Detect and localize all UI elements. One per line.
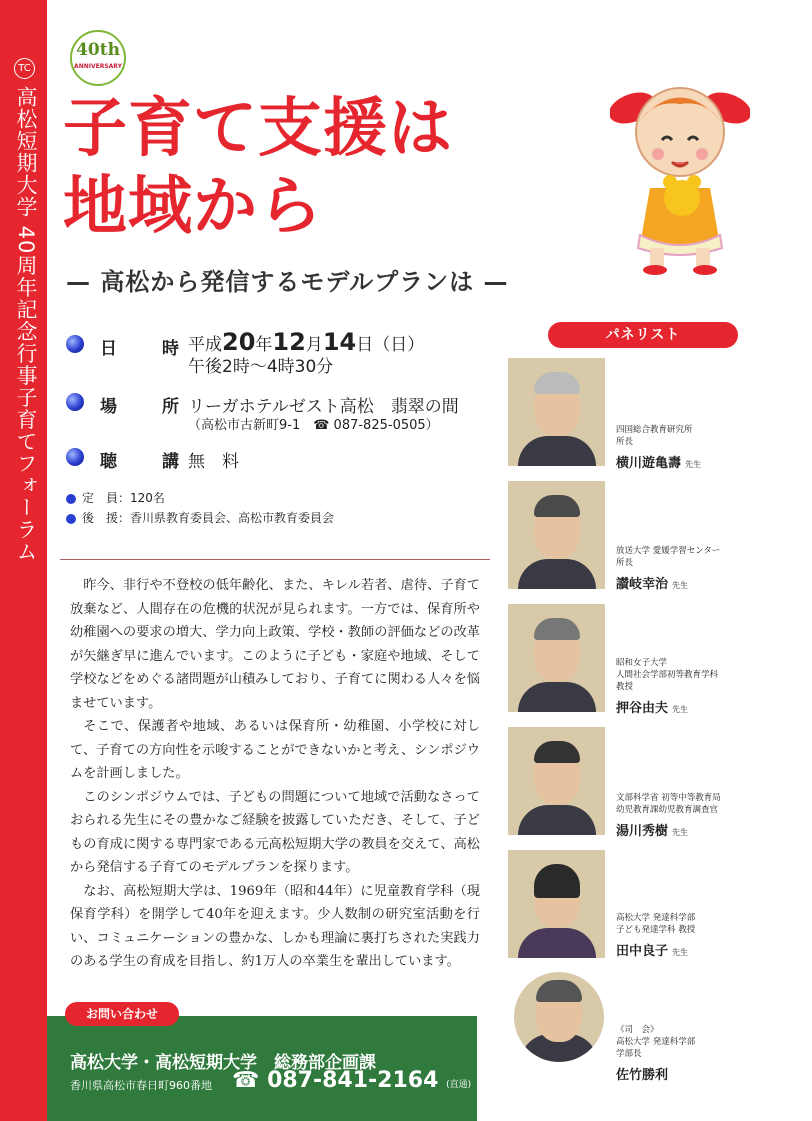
mascot-girl-illustration bbox=[610, 70, 750, 275]
panelist-photo bbox=[508, 604, 605, 712]
anniversary-badge bbox=[70, 30, 126, 86]
support-row: 後 援：香川県教育委員会、高松市教育委員会 bbox=[66, 509, 334, 526]
paragraph: このシンポジウムでは、子どもの問題について地域で活動なさっておられる先生にその豊かなご経験を披露していただき、そして、子どもの育成に関する専門家である元高松短期大学の教員を交えて、高松から発信する子育てのモデルプランを探ります。 bbox=[70, 789, 480, 875]
place-label: 場 所 bbox=[100, 397, 193, 417]
anniversary-number: 40th bbox=[76, 40, 120, 60]
blue-sphere-icon bbox=[66, 393, 84, 411]
place-value: リーガホテルゼスト高松 翡翠の間 bbox=[188, 397, 459, 417]
title-line-1: 子育て支援は bbox=[63, 92, 453, 166]
date-month: 12 bbox=[272, 328, 306, 356]
contact-organization: 高松大学・高松短期大学 総務部企画課 bbox=[70, 1053, 376, 1073]
fee-label: 聴 講 bbox=[100, 452, 193, 472]
date-label: 日 時 bbox=[100, 339, 193, 359]
panelist-affiliation: 昭和女子大学 人間社会学部初等教育学科 教授 bbox=[616, 658, 719, 692]
panelist-affiliation: 文部科学省 初等中等教育局 幼児教育課幼児教育調査官 bbox=[616, 793, 721, 815]
paragraph: そこで、保護者や地域、あるいは保育所・幼稚園、小学校に対して、子育ての方向性を示唆することができないかと考え、シンポジウムを計画しました。 bbox=[70, 719, 480, 781]
blue-sphere-icon bbox=[66, 335, 84, 353]
contact-badge: お問い合わせ bbox=[65, 1002, 179, 1026]
panelist-header: パネリスト bbox=[548, 322, 738, 348]
bullet-icon bbox=[66, 514, 76, 524]
paragraph: なお、高松短期大学は、1969年（昭和44年）に児童教育学科（現保育学科）を開学して40年を迎えます。少人数制の研究室活動を行い、コミュニケーションの豊かな、しかも理論に裏打ちされた実践力のある学生の育成を目指し、約1万人の卒業生を輩出しています。 bbox=[70, 883, 480, 969]
event-place-row bbox=[66, 392, 459, 433]
place-address: （高松市古新町9-1 ☎ 087-825-0505） bbox=[188, 418, 439, 433]
description-text bbox=[70, 574, 480, 974]
event-fee-row bbox=[66, 447, 239, 472]
panelist-photo bbox=[508, 727, 605, 835]
page-subtitle: — 高松から発信するモデルプランは — bbox=[66, 268, 509, 296]
panelist-name: 押谷由夫 先生 bbox=[616, 701, 689, 716]
page-title bbox=[63, 90, 453, 246]
fee-value: 無 料 bbox=[188, 452, 239, 472]
panelist-name: 横川遊亀壽 先生 bbox=[616, 456, 702, 471]
moderator-name: 佐竹勝利 bbox=[616, 1068, 669, 1083]
event-time: 午後2時〜4時30分 bbox=[188, 357, 334, 377]
moderator-photo bbox=[514, 972, 604, 1062]
panelist-photo bbox=[508, 358, 605, 466]
contact-phone bbox=[232, 1068, 471, 1093]
panelist-affiliation: 高松大学 発達科学部 子ども発達学科 教授 bbox=[616, 913, 696, 935]
sidebar-title: 高松短期大学 40周年記念行事子育てフォーラム bbox=[14, 86, 38, 563]
bullet-icon bbox=[66, 494, 76, 504]
blue-sphere-icon bbox=[66, 448, 84, 466]
phone-note: (直通) bbox=[446, 1080, 472, 1090]
panelist-affiliation: 放送大学 愛媛学習センター 所長 bbox=[616, 546, 721, 568]
panelist-affiliation: 四国総合教育研究所 所長 bbox=[616, 425, 693, 447]
panelist-photo bbox=[508, 481, 605, 589]
moderator-affiliation: 《司 会》 高松大学 発達科学部 学部長 bbox=[616, 1025, 696, 1059]
anniversary-label: ANNIVERSARY bbox=[74, 63, 122, 70]
section-divider bbox=[60, 559, 490, 560]
capacity-row: 定 員：120名 bbox=[66, 489, 165, 506]
contact-address: 香川県高松市春日町960番地 bbox=[70, 1079, 212, 1092]
panelist-name: 湯川秀樹 先生 bbox=[616, 824, 689, 839]
panelist-name: 田中良子 先生 bbox=[616, 944, 689, 959]
college-logo-icon: TC bbox=[14, 58, 35, 79]
title-line-2: 地域から bbox=[63, 170, 323, 244]
phone-number: ☎ 087-841-2164 bbox=[232, 1068, 439, 1093]
sidebar bbox=[0, 0, 47, 1121]
paragraph: 昨今、非行や不登校の低年齢化、また、キレル若者、虐待、子育て放棄など、人間存在の危機的状況が見られます。一方では、保育所や幼稚園への要求の増大、学力向上政策、学校・教師の評価などの改革が矢継ぎ早に進んでいます。このように子ども・家庭や地域、そして学校などをめぐる諸問題が山積みしており、子育てに関わる人々を悩ませています。 bbox=[70, 578, 480, 711]
date-value: 平成20年12月14日（日） bbox=[188, 328, 425, 356]
panelist-photo bbox=[508, 850, 605, 958]
date-year: 20 bbox=[222, 328, 256, 356]
date-day: 14 bbox=[322, 328, 357, 356]
panelist-name: 讃岐幸治 先生 bbox=[616, 577, 689, 592]
event-date-row bbox=[66, 328, 425, 377]
